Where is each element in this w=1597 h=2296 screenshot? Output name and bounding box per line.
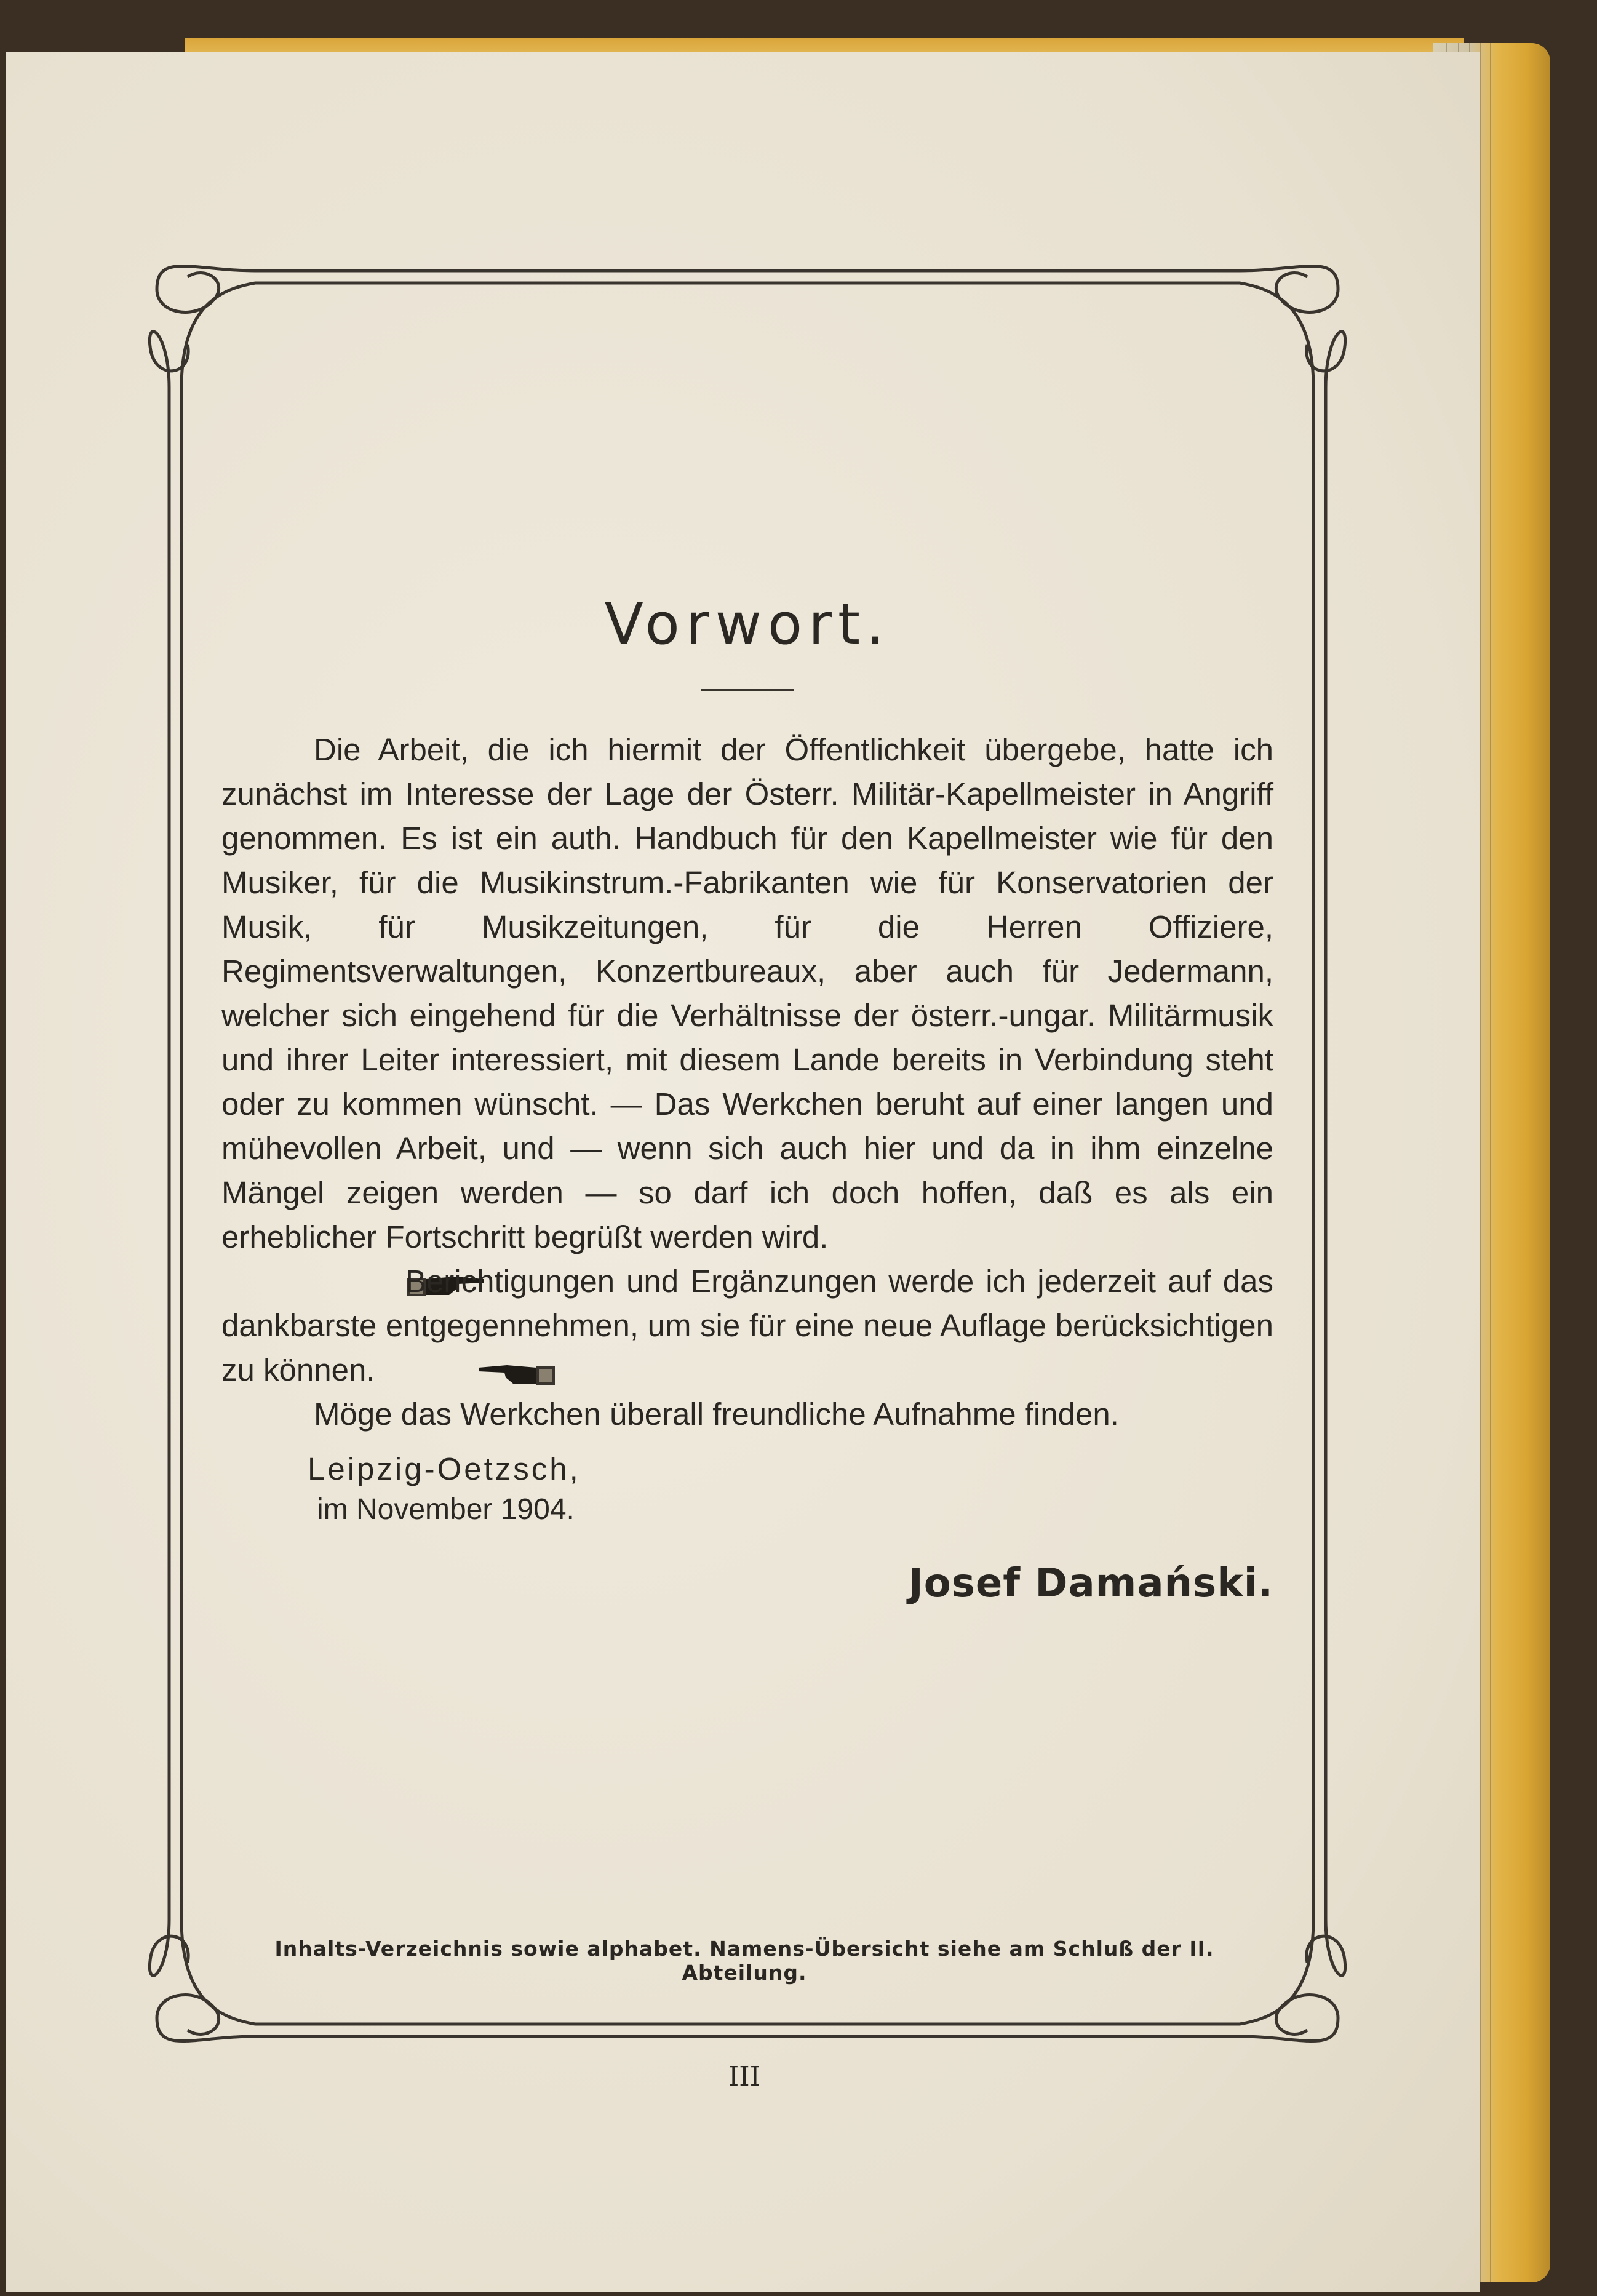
place-line: Leipzig-Oetzsch, xyxy=(308,1451,581,1486)
page-number: III xyxy=(728,2061,761,2092)
page-title: Vorwort. xyxy=(604,591,891,657)
title-rule xyxy=(701,689,794,691)
preface-paragraph: Die Arbeit, die ich hiermit der Öffentlichkeit übergebe, hatte ich zunächst im Interesse der Lage der Österr. Militär-Kapellmeister in Angriff genommen. Es ist ein auth. Handbuch für den Kapellmeister wie für den Musiker, für die Musikinstrum.-Fabrikanten wie für Konservatorien der Musik, für Musikzeitungen, für die Herren Offiziere, Regimentsverwaltungen, Konzertbureaux, aber auch für Jedermann, welcher sich eingehend für die Verhältnisse der österr.-ungar. Militärmusik und ihrer Leiter interessiert, mit diesem Lande bereits in Verbindung steht oder zu kommen wünscht. — Das Werkchen beruht auf einer langen und mühevollen Arbeit, und — wenn sich auch hier und da in ihm einzelne Mängel zeigen werden — so darf ich doch hoffen, daß es als ein erheblicher Fortschritt begrüßt werden wird. xyxy=(221,732,1273,1254)
date-line: im November 1904. xyxy=(317,1493,575,1526)
pointing-hand-right-icon xyxy=(314,1269,394,1299)
author-signature: Josef Damański. xyxy=(908,1561,1273,1606)
footer-note: Inhalts-Verzeichnis sowie alphabet. Namens-Übersicht siehe am Schluß der II. Abteilung. xyxy=(274,1937,1214,1985)
pointing-hand-left-icon xyxy=(384,1357,464,1388)
notice-text: Berichtigungen und Ergänzungen werde ich jederzeit auf das dankbarste entgegennehmen, um sie für eine neue Auflage berücksichtigen zu können. xyxy=(221,1264,1274,1387)
closing-paragraph: Möge das Werkchen überall freundliche Aufnahme finden. xyxy=(314,1397,1119,1432)
notice-paragraph xyxy=(221,1259,1273,1392)
preface-content xyxy=(221,584,1273,1606)
